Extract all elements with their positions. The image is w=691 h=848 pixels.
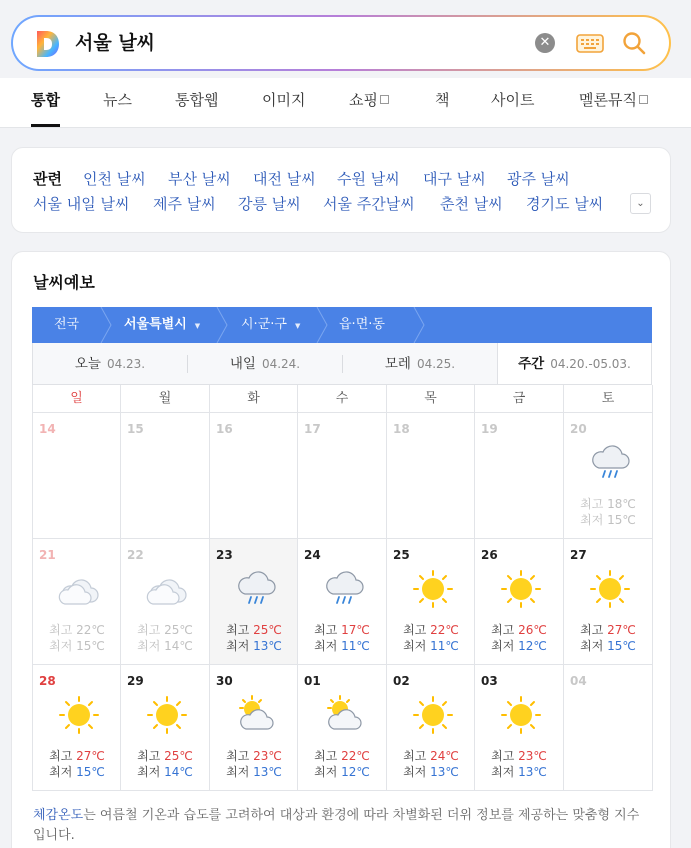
location-city[interactable] — [124, 307, 200, 343]
high-label: 최고 — [580, 497, 604, 511]
high-temp — [387, 747, 475, 764]
high-value: 25℃ — [164, 749, 193, 763]
low-value: 12℃ — [518, 639, 547, 653]
high-value: 22℃ — [76, 623, 105, 637]
low-value: 15℃ — [76, 639, 105, 653]
high-temp — [298, 621, 386, 638]
tab-integrated[interactable]: 통합 — [31, 91, 60, 109]
high-temp — [33, 621, 121, 638]
low-label: 최저 — [491, 765, 515, 779]
day-cell[interactable] — [387, 665, 475, 791]
low-value: 15℃ — [607, 639, 636, 653]
tab-shopping-label: 쇼핑 — [349, 91, 378, 109]
chevron-down-icon[interactable]: ⌄ — [630, 193, 651, 214]
high-temp — [33, 747, 121, 764]
high-temp — [210, 747, 298, 764]
location-city-label: 서울특별시 — [124, 317, 187, 332]
day-number: 14 — [39, 422, 56, 436]
day-number: 03 — [481, 674, 498, 688]
day-cell[interactable] — [475, 665, 564, 791]
low-value: 14℃ — [164, 639, 193, 653]
feels-like-note — [33, 806, 651, 846]
external-link-icon — [639, 95, 648, 104]
weather-title: 날씨예보 — [33, 273, 95, 292]
weekday-header: 금 — [475, 385, 564, 413]
low-label: 최저 — [314, 765, 338, 779]
tab-label: 내일 — [229, 356, 256, 372]
tab-day-after[interactable] — [343, 343, 497, 384]
high-label: 최고 — [137, 749, 161, 763]
day-cell[interactable] — [387, 413, 475, 539]
related-link[interactable]: 대구 날씨 — [423, 170, 486, 188]
day-cell[interactable] — [298, 539, 387, 665]
cloud-weather-icon — [57, 569, 101, 609]
high-label: 최고 — [49, 749, 73, 763]
weather-forecast — [11, 251, 671, 848]
low-value: 11℃ — [341, 639, 370, 653]
tab-news[interactable]: 뉴스 — [103, 91, 132, 109]
low-temp — [210, 637, 298, 654]
high-value: 23℃ — [518, 749, 547, 763]
location-town-label: 읍·면·동 — [339, 317, 385, 332]
rain-weather-icon — [322, 569, 366, 609]
tab-date: 04.25. — [416, 357, 456, 371]
high-value: 17℃ — [341, 623, 370, 637]
day-number: 30 — [216, 674, 233, 688]
day-number: 18 — [393, 422, 410, 436]
low-temp — [564, 511, 652, 528]
low-temp — [121, 637, 209, 654]
dropdown-icon: ▼ — [194, 322, 201, 330]
weekday-header: 수 — [298, 385, 387, 413]
tab-date: 04.23. — [106, 357, 146, 371]
high-label: 최고 — [491, 623, 515, 637]
low-value: 13℃ — [253, 765, 282, 779]
high-temp — [475, 621, 563, 638]
related-link[interactable]: 수원 날씨 — [337, 170, 400, 188]
low-label: 최저 — [403, 765, 427, 779]
day-cell[interactable] — [33, 665, 121, 791]
weekly-calendar — [32, 385, 652, 791]
low-temp — [475, 763, 563, 780]
high-temp — [475, 747, 563, 764]
low-value: 15℃ — [607, 513, 636, 527]
high-value: 22℃ — [341, 749, 370, 763]
tab-label: 모레 — [384, 356, 411, 372]
related-link[interactable]: 강릉 날씨 — [238, 195, 301, 213]
location-country[interactable]: 전국 — [54, 317, 80, 332]
related-searches — [11, 147, 671, 233]
day-number: 24 — [304, 548, 321, 562]
cloud-weather-icon — [145, 569, 189, 609]
tab-today[interactable] — [33, 343, 187, 384]
location-breadcrumb — [32, 307, 652, 343]
high-label: 최고 — [314, 623, 338, 637]
low-value: 11℃ — [430, 639, 459, 653]
day-number: 22 — [127, 548, 144, 562]
related-link[interactable]: 서울 주간날씨 — [323, 195, 415, 213]
dropdown-icon: ▼ — [294, 322, 301, 330]
day-cell[interactable] — [33, 413, 121, 539]
high-temp — [121, 621, 209, 638]
low-value: 13℃ — [430, 765, 459, 779]
high-value: 25℃ — [164, 623, 193, 637]
partly-weather-icon — [234, 695, 278, 735]
breadcrumb-chevron-icon — [412, 307, 426, 343]
low-value: 13℃ — [518, 765, 547, 779]
day-number: 26 — [481, 548, 498, 562]
sun-weather-icon — [411, 695, 455, 735]
high-temp — [564, 495, 652, 512]
sun-weather-icon — [499, 569, 543, 609]
day-cell[interactable] — [210, 539, 298, 665]
high-temp — [564, 621, 652, 638]
weekday-header: 목 — [387, 385, 475, 413]
day-number: 15 — [127, 422, 144, 436]
day-number: 17 — [304, 422, 321, 436]
high-value: 27℃ — [607, 623, 636, 637]
tab-images[interactable]: 이미지 — [262, 91, 306, 109]
high-label: 최고 — [137, 623, 161, 637]
day-cell[interactable] — [210, 413, 298, 539]
location-district[interactable] — [241, 307, 300, 343]
high-value: 26℃ — [518, 623, 547, 637]
tab-melon-music[interactable] — [579, 90, 648, 110]
search-icon[interactable] — [621, 30, 647, 56]
tab-date: 04.24. — [261, 357, 301, 371]
high-value: 25℃ — [253, 623, 282, 637]
tab-shopping[interactable] — [349, 90, 389, 110]
day-cell[interactable] — [475, 539, 564, 665]
day-number: 02 — [393, 674, 410, 688]
day-cell[interactable] — [210, 665, 298, 791]
high-label: 최고 — [403, 623, 427, 637]
tab-tomorrow[interactable] — [188, 343, 342, 384]
high-temp — [210, 621, 298, 638]
day-cell[interactable] — [121, 413, 210, 539]
related-link[interactable]: 서울 내일 날씨 — [33, 195, 130, 213]
location-district-label: 시·군·구 — [241, 317, 287, 332]
low-label: 최저 — [49, 639, 73, 653]
sun-weather-icon — [145, 695, 189, 735]
high-temp — [121, 747, 209, 764]
tab-label: 오늘 — [74, 356, 101, 372]
low-label: 최저 — [314, 639, 338, 653]
low-label: 최저 — [403, 639, 427, 653]
sun-weather-icon — [588, 569, 632, 609]
sun-weather-icon — [57, 695, 101, 735]
low-label: 최저 — [49, 765, 73, 779]
tab-melon-label: 멜론뮤직 — [579, 91, 637, 109]
high-label: 최고 — [403, 749, 427, 763]
high-label: 최고 — [314, 749, 338, 763]
related-link[interactable]: 부산 날씨 — [168, 170, 231, 188]
related-link[interactable]: 경기도 날씨 — [526, 195, 604, 213]
high-value: 24℃ — [430, 749, 459, 763]
weekday-header: 일 — [33, 385, 121, 413]
day-number: 16 — [216, 422, 233, 436]
low-temp — [387, 763, 475, 780]
day-number: 27 — [570, 548, 587, 562]
low-value: 14℃ — [164, 765, 193, 779]
day-cell[interactable] — [121, 539, 210, 665]
tab-label: 주간 — [518, 356, 545, 372]
low-label: 최저 — [226, 639, 250, 653]
low-label: 최저 — [491, 639, 515, 653]
day-number: 29 — [127, 674, 144, 688]
rain-weather-icon — [234, 569, 278, 609]
breadcrumb-chevron-icon — [99, 307, 113, 343]
high-value: 22℃ — [430, 623, 459, 637]
low-temp — [387, 637, 475, 654]
low-label: 최저 — [137, 765, 161, 779]
weekday-header: 월 — [121, 385, 210, 413]
day-cell[interactable] — [387, 539, 475, 665]
weekday-header: 토 — [564, 385, 653, 413]
low-label: 최저 — [580, 639, 604, 653]
day-cell[interactable] — [564, 539, 653, 665]
day-number: 20 — [570, 422, 587, 436]
day-number: 19 — [481, 422, 498, 436]
search-tabs — [0, 78, 691, 128]
tab-weekly[interactable] — [497, 343, 651, 384]
high-value: 27℃ — [76, 749, 105, 763]
sun-weather-icon — [411, 569, 455, 609]
day-number: 23 — [216, 548, 233, 562]
low-temp — [121, 763, 209, 780]
high-label: 최고 — [580, 623, 604, 637]
low-temp — [298, 763, 386, 780]
breadcrumb-chevron-icon — [315, 307, 329, 343]
related-link[interactable]: 대전 날씨 — [253, 170, 316, 188]
breadcrumb-chevron-icon — [215, 307, 229, 343]
tab-web[interactable]: 통합웹 — [175, 91, 219, 109]
feels-like-link[interactable]: 체감온도 — [33, 808, 84, 823]
day-cell[interactable] — [475, 413, 564, 539]
day-number: 01 — [304, 674, 321, 688]
high-value: 18℃ — [607, 497, 636, 511]
low-label: 최저 — [580, 513, 604, 527]
location-town[interactable] — [339, 307, 385, 343]
low-temp — [564, 637, 652, 654]
low-temp — [33, 763, 121, 780]
day-cell[interactable] — [298, 665, 387, 791]
high-label: 최고 — [491, 749, 515, 763]
day-cell[interactable] — [298, 413, 387, 539]
day-number: 21 — [39, 548, 56, 562]
related-link[interactable]: 제주 날씨 — [153, 195, 216, 213]
related-link[interactable]: 춘천 날씨 — [440, 195, 503, 213]
tab-sites[interactable]: 사이트 — [491, 91, 535, 109]
low-temp — [33, 637, 121, 654]
low-value: 12℃ — [341, 765, 370, 779]
high-temp — [387, 621, 475, 638]
related-title: 관련 — [33, 170, 62, 188]
high-value: 23℃ — [253, 749, 282, 763]
partly-weather-icon — [322, 695, 366, 735]
day-cell[interactable] — [121, 665, 210, 791]
day-cell[interactable] — [564, 413, 653, 539]
day-number: 04 — [570, 674, 587, 688]
high-label: 최고 — [49, 623, 73, 637]
low-temp — [298, 637, 386, 654]
weekday-header: 화 — [210, 385, 298, 413]
day-number: 28 — [39, 674, 56, 688]
clear-icon[interactable]: ✕ — [535, 33, 555, 53]
high-label: 최고 — [226, 623, 250, 637]
daum-logo-icon — [35, 30, 61, 58]
keyboard-icon[interactable] — [576, 34, 604, 53]
tab-date: 04.20.-05.03. — [550, 357, 631, 371]
high-label: 최고 — [226, 749, 250, 763]
low-value: 15℃ — [76, 765, 105, 779]
search-input[interactable]: 서울 날씨 — [75, 32, 156, 54]
day-tabs — [32, 343, 652, 385]
low-temp — [210, 763, 298, 780]
note-text: 는 여름철 기온과 습도를 고려하여 대상과 환경에 따라 차별화된 더위 정보를 제공하는 맞춤형 지수입니다. — [33, 808, 640, 843]
day-cell[interactable] — [33, 539, 121, 665]
low-temp — [475, 637, 563, 654]
tab-books[interactable]: 책 — [435, 91, 450, 109]
related-link[interactable]: 인천 날씨 — [83, 170, 146, 188]
rain-weather-icon — [588, 443, 632, 483]
high-temp — [298, 747, 386, 764]
low-label: 최저 — [137, 639, 161, 653]
low-label: 최저 — [226, 765, 250, 779]
day-cell[interactable] — [564, 665, 653, 791]
search-box[interactable] — [11, 15, 671, 71]
sun-weather-icon — [499, 695, 543, 735]
day-number: 25 — [393, 548, 410, 562]
related-link[interactable]: 광주 날씨 — [507, 170, 570, 188]
low-value: 13℃ — [253, 639, 282, 653]
external-link-icon — [380, 95, 389, 104]
